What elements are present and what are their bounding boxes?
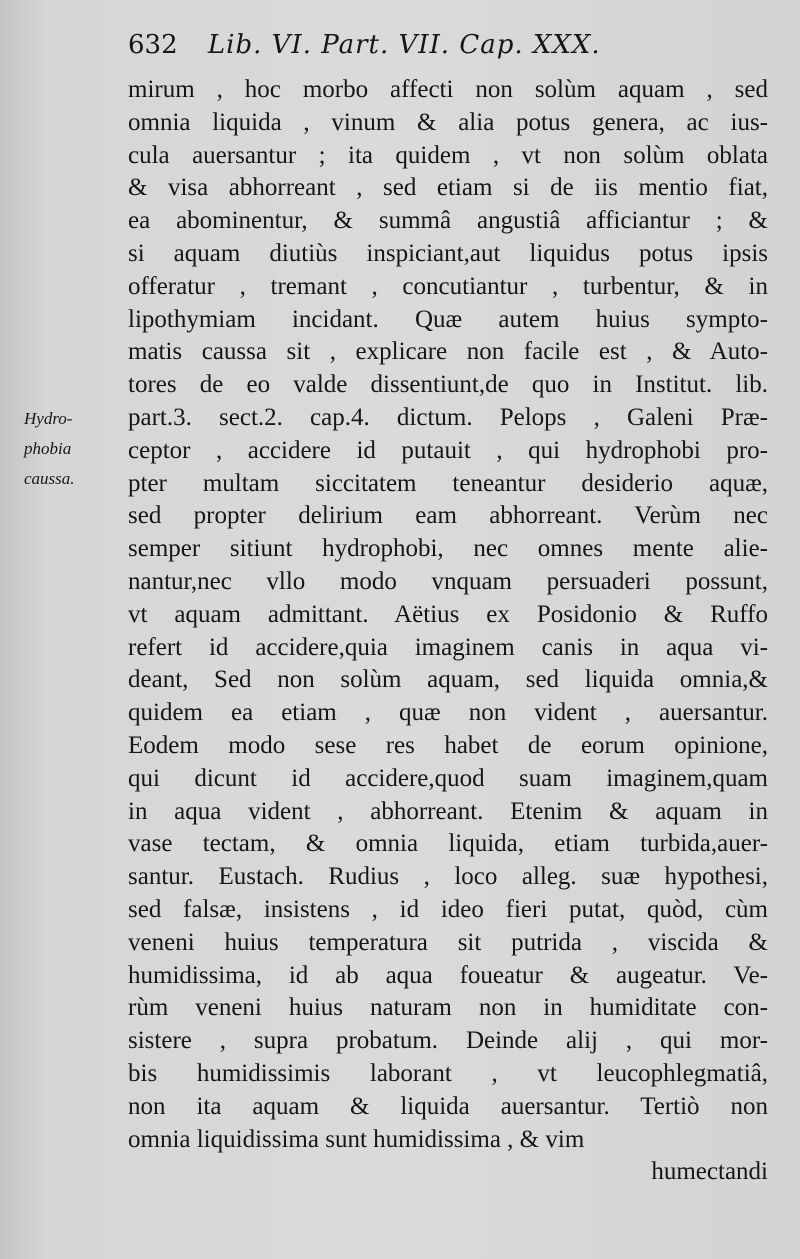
text-line: semper sitiunt hydrophobi, nec omnes mente alie- (128, 535, 768, 563)
text-line: in aqua vident , abhorreant. Etenim & aquam in (128, 797, 768, 825)
text-line: humidissima, id ab aqua foueatur & augeatur. Ve- (128, 961, 768, 989)
text-line: Eodem modo sese res habet de eorum opinione, (128, 731, 768, 759)
text-line: offeratur , tremant , concutiantur , turbentur, & in (128, 272, 768, 300)
text-line: mirum , hoc morbo affecti non solùm aquam , sed (128, 76, 768, 103)
catchword: humectandi (651, 1158, 768, 1186)
text-line: vt aquam admittant. Aëtius ex Posidonio & Ruffo (128, 600, 768, 628)
text-line: matis caussa sit , explicare non facile est , & Auto- (128, 338, 768, 366)
text-line: non ita aquam & liquida auersantur. Tertiò non (128, 1092, 768, 1120)
text-line: santur. Eustach. Rudius , loco alleg. suæ hypothesi, (128, 863, 768, 891)
margin-note (24, 404, 124, 494)
text-line: ceptor , accidere id putauit , qui hydrophobi pro- (128, 436, 768, 464)
text-line: ea abominentur, & summâ angustiâ afficiantur ; & (128, 207, 768, 235)
text-line: si aquam diutiùs inspiciant,aut liquidus potus ipsis (128, 239, 768, 267)
page-number: 632 (128, 30, 178, 60)
text-line: deant, Sed non solùm aquam, sed liquida omnia,& (128, 666, 768, 694)
text-line: qui dicunt id accidere,quod suam imaginem,quam (128, 764, 768, 792)
text-line: nantur,nec vllo modo vnquam persuaderi possunt, (128, 567, 768, 595)
margin-note-line: caussa. (24, 469, 75, 488)
text-line: bis humidissimis laborant , vt leucophlegmatiâ, (128, 1059, 768, 1087)
running-title: Lib. VI. Part. VII. Cap. XXX. (207, 30, 601, 60)
page-header (128, 30, 768, 60)
body-text (128, 74, 768, 1189)
text-line: vase tectam, & omnia liquida, etiam turbida,auer- (128, 830, 768, 858)
margin-note-line: phobia (24, 439, 72, 458)
text-line: refert id accidere,quia imaginem canis in aqua vi- (128, 633, 768, 661)
text-line: rùm veneni huius naturam non in humiditate con- (128, 994, 768, 1022)
text-line: quidem ea etiam , quæ non vident , auersantur. (128, 699, 768, 727)
text-line: & visa abhorreant , sed etiam si de iis mentio fiat, (128, 174, 768, 202)
text-line: omnia liquidissima sunt humidissima , & vim (128, 1125, 585, 1153)
text-line: sistere , supra probatum. Deinde alij , qui mor- (128, 1027, 768, 1055)
text-line: pter multam siccitatem teneantur desiderio aquæ, (128, 469, 768, 497)
text-line: sed propter delirium eam abhorreant. Verùm nec (128, 502, 768, 530)
text-line: sed falsæ, insistens , id ideo fieri putat, quòd, cùm (128, 895, 768, 923)
margin-note-line: Hydro- (24, 409, 73, 428)
text-line: lipothymiam incidant. Quæ autem huius sympto- (128, 305, 768, 333)
text-line: cula auersantur ; ita quidem , vt non solùm oblata (128, 141, 768, 169)
text-line: veneni huius temperatura sit putrida , viscida & (128, 928, 768, 956)
text-line: part.3. sect.2. cap.4. dictum. Pelops , Galeni Præ- (128, 403, 768, 431)
text-line: tores de eo valde dissentiunt,de quo in Institut. lib. (128, 371, 768, 399)
text-line: omnia liquida , vinum & alia potus genera, ac ius- (128, 108, 768, 136)
